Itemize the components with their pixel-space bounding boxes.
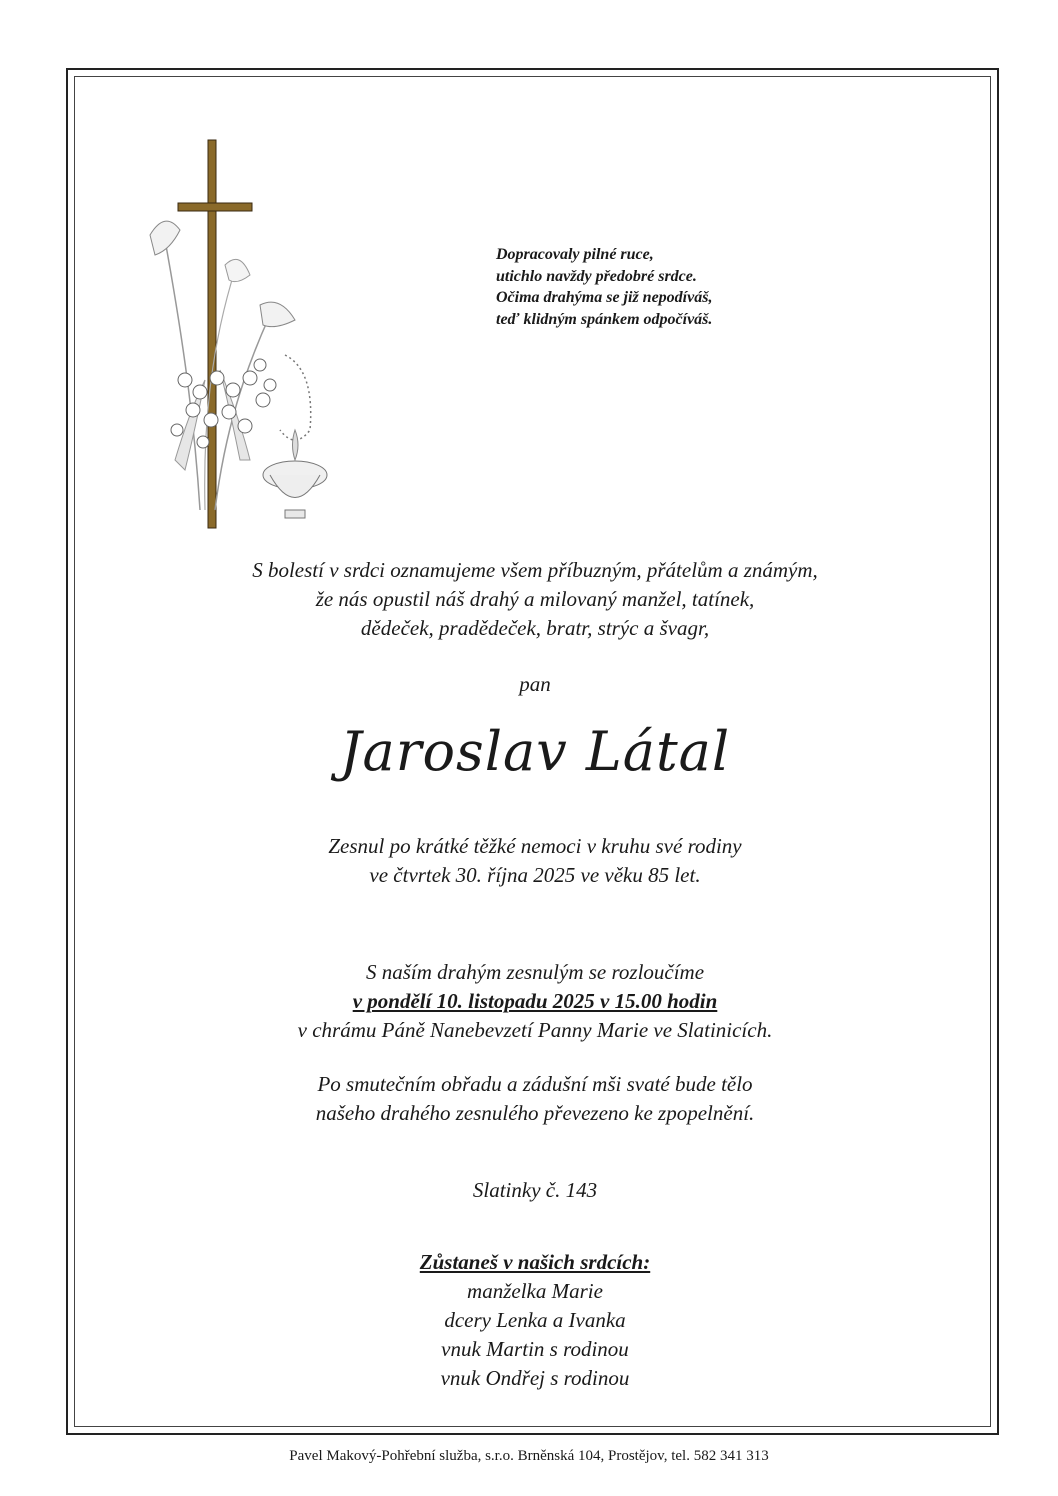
announcement xyxy=(80,556,990,643)
farewell-intro: S naším drahým zesnulým se rozloučíme xyxy=(365,960,705,984)
title-word: pan xyxy=(519,672,551,696)
announcement-line: S bolestí v srdci oznamujeme všem příbuzným, přátelům a známým, xyxy=(252,558,818,582)
poem xyxy=(496,244,712,330)
death-notice xyxy=(80,832,990,890)
cremation-line: našeho drahého zesnulého převezeno ke zpopelnění. xyxy=(315,1101,755,1125)
survivor-line: manželka Marie xyxy=(467,1279,603,1303)
farewell-place: v chrámu Páně Nanebevzetí Panny Marie ve Slatinicích. xyxy=(297,1018,773,1042)
survivors xyxy=(80,1248,990,1393)
deceased-name: Jaroslav Látal xyxy=(339,720,731,783)
survivor-line: vnuk Ondřej s rodinou xyxy=(440,1366,630,1390)
survivors-title: Zůstaneš v našich srdcích: xyxy=(419,1250,651,1274)
survivor-line: dcery Lenka a Ivanka xyxy=(444,1308,626,1332)
death-line: Zesnul po krátké těžké nemoci v kruhu své rodiny xyxy=(328,834,742,858)
announcement-line: dědeček, pradědeček, bratr, strýc a švagr, xyxy=(360,616,710,640)
poem-line: Dopracovaly pilné ruce, xyxy=(496,246,654,263)
address: Slatinky č. 143 xyxy=(472,1178,598,1202)
farewell xyxy=(80,958,990,1045)
funeral-service-footer: Pavel Makový-Pohřební služba, s.r.o. Brněnská 104, Prostějov, tel. 582 341 313 xyxy=(289,1448,769,1464)
poem-line: teď klidným spánkem odpočíváš. xyxy=(496,310,713,328)
farewell-datetime: v pondělí 10. listopadu 2025 v 15.00 hodin xyxy=(352,989,718,1013)
death-line: ve čtvrtek 30. října 2025 ve věku 85 let. xyxy=(369,863,701,887)
poem-line: utichlo navždy předobré srdce. xyxy=(496,267,697,285)
announcement-line: že nás opustil náš drahý a milovaný manžel, tatínek, xyxy=(315,587,755,611)
survivor-line: vnuk Martin s rodinou xyxy=(441,1337,629,1361)
cremation-notice xyxy=(80,1070,990,1128)
cross-with-flowers-icon xyxy=(145,130,355,530)
poem-line: Očima drahýma se již nepodíváš, xyxy=(496,289,713,306)
cremation-line: Po smutečním obřadu a zádušní mši svaté bude tělo xyxy=(317,1072,753,1096)
